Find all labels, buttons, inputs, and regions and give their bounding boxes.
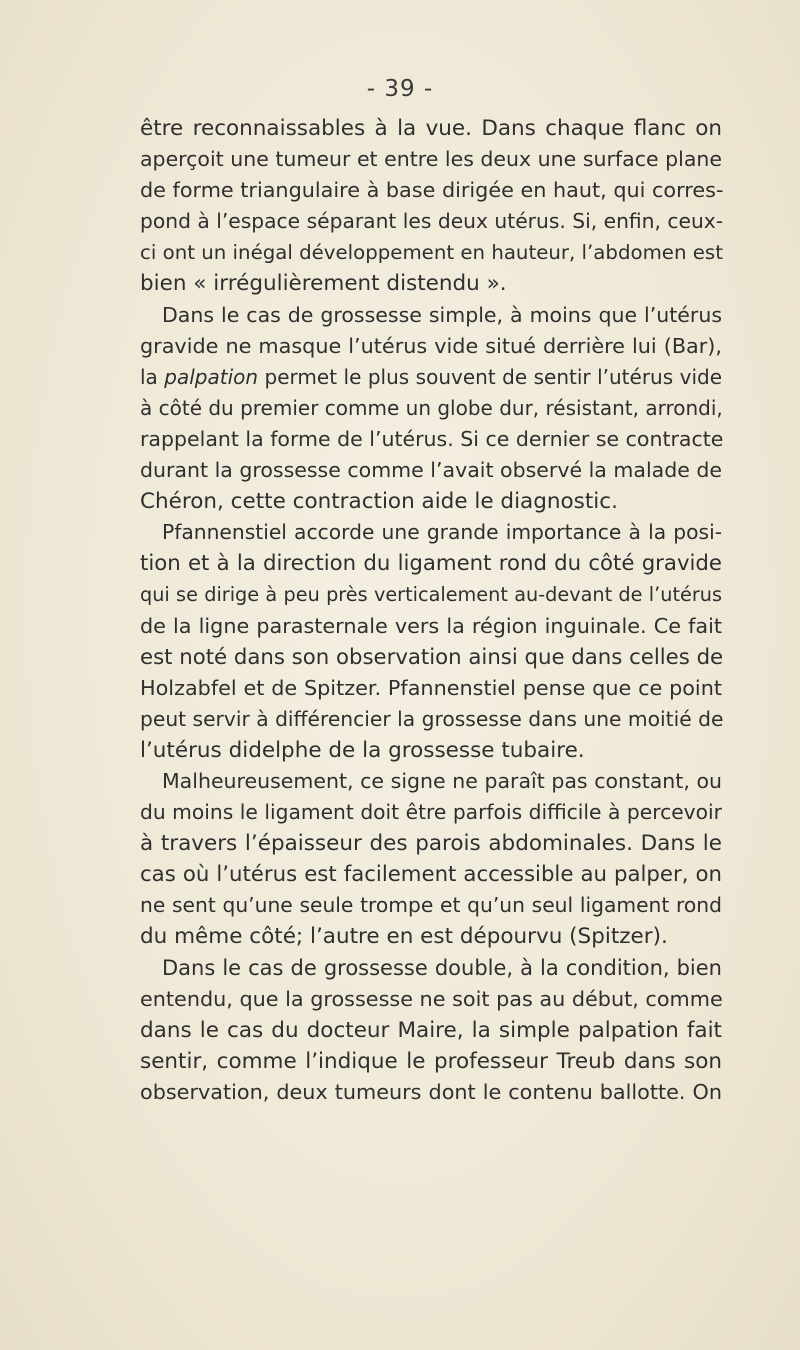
text-line: bien « irrégulièrement distendu ».	[140, 271, 507, 297]
text-line: Holzabfel et de Spitzer. Pfannenstiel pense que ce point	[140, 675, 722, 700]
text-line: ne sent qu’une seule trompe et qu’un seul ligament rond	[140, 893, 722, 918]
text-line: gravide ne masque l’utérus vide situé derrière lui (Bar),	[140, 333, 722, 358]
body-text	[140, 113, 722, 1108]
text-segment: permet le plus souvent de sentir l’utérus vide	[258, 364, 723, 389]
text-line: Malheureusement, ce signe ne paraît pas constant, ou	[162, 768, 722, 793]
page-number: - 39 -	[366, 76, 434, 102]
text-line: peut servir à différencier la grossesse dans une moitié de	[140, 706, 724, 731]
text-line: être reconnaissables à la vue. Dans chaque flanc on	[140, 116, 722, 141]
text-line	[140, 362, 722, 393]
text-line: durant la grossesse comme l’avait observé la malade de	[140, 458, 722, 483]
text-line: Dans le cas de grossesse simple, à moins que l’utérus	[162, 302, 722, 327]
text-line: du moins le ligament doit être parfois difficile à percevoir	[140, 800, 722, 825]
text-segment: la	[140, 364, 165, 389]
text-line: tion et à la direction du ligament rond du côté gravide	[140, 551, 722, 577]
text-line: cas où l’utérus est facilement accessible au palper, on	[140, 862, 722, 888]
text-line: l’utérus didelphe de la grossesse tubaire.	[140, 737, 585, 763]
text-line: est noté dans son observation ainsi que dans celles de	[140, 644, 724, 670]
text-line: de forme triangulaire à base dirigée en haut, qui corres-	[140, 178, 724, 203]
text-line: du même côté; l’autre en est dépourvu (Spitzer).	[140, 924, 668, 950]
text-line: Chéron, cette contraction aide le diagnostic.	[140, 489, 618, 515]
text-line: dans le cas du docteur Maire, la simple palpation fait	[140, 1017, 722, 1043]
text-line: à travers l’épaisseur des parois abdominales. Dans le	[140, 831, 722, 857]
text-line: Pfannenstiel accorde une grande importance à la posi-	[162, 520, 722, 545]
text-line: pond à l’espace séparant les deux utérus. Si, enfin, ceux-	[140, 209, 724, 234]
text-line: qui se dirige à peu près verticalement au-devant de l’utérus	[140, 583, 722, 607]
text-line: Dans le cas de grossesse double, à la condition, bien	[162, 955, 722, 980]
text-line: aperçoit une tumeur et entre les deux une surface plane	[140, 147, 722, 172]
text-line: de la ligne parasternale vers la région inguinale. Ce fait	[140, 613, 722, 638]
text-line: entendu, que la grossesse ne soit pas au début, comme	[140, 986, 723, 1011]
text-line: à côté du premier comme un globe dur, résistant, arrondi,	[140, 395, 723, 420]
text-line: sentir, comme l’indique le professeur Treub dans son	[140, 1048, 722, 1074]
italic-term: palpation	[164, 364, 259, 389]
text-line: observation, deux tumeurs dont le contenu ballotte. On	[140, 1079, 722, 1104]
text-line: ci ont un inégal développement en hauteur, l’abdomen est	[140, 241, 723, 265]
text-line: rappelant la forme de l’utérus. Si ce dernier se contracte	[140, 426, 724, 451]
